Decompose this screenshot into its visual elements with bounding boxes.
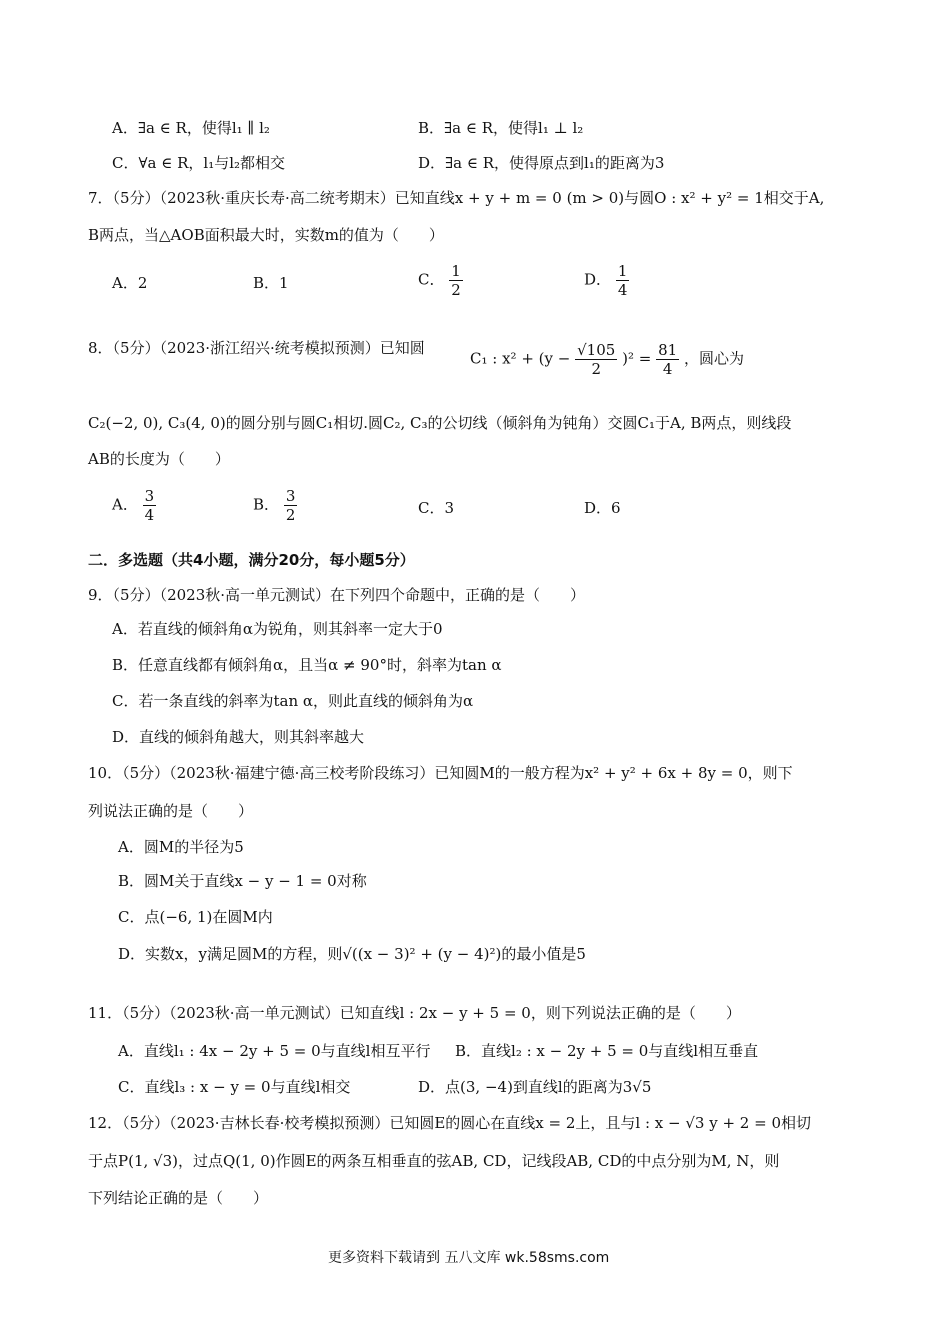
q7-d-numerator: 1 [617,262,628,280]
q8-a-numerator: 3 [144,487,155,505]
q8-stem-line2: C₂(−2, 0), C₃(4, 0)的圆分别与圆C₁相切.圆C₂, C₃的公切线（倾斜角为钝角）交圆C₁于A, B两点，则线段 [88,414,792,432]
q8-equation-mid: )² = [622,349,652,368]
q9-option-b: B．任意直线都有倾斜角α，且当α ≠ 90°时，斜率为tan α [112,656,502,674]
q8-option-c: C．3 [418,499,455,517]
q10-stem-line1: 10．（5分）（2023秋·福建宁德·高三校考阶段练习）已知圆M的一般方程为x² + y² + 6x + 8y = 0，则下 [88,764,793,782]
q7-option-d [584,262,629,299]
q7-c-numerator: 1 [451,262,461,280]
q8-b-denominator: 2 [285,506,296,524]
q10-option-d: D．实数x，y满足圆M的方程，则√((x − 3)² + (y − 4)²)的最小值是5 [118,945,586,963]
q9-option-d: D．直线的倾斜角越大，则其斜率越大 [112,728,365,746]
q6-option-a: A．∃a ∈ R，使得l₁ ∥ l₂ [112,119,270,137]
q7-option-c-fraction [449,262,463,299]
q8-equation-start: C₁ : x² + (y − [470,349,571,368]
q6-option-d: D．∃a ∈ R，使得原点到l₁的距离为3 [418,154,665,172]
q8-b-numerator: 3 [285,487,296,505]
q8-option-a-fraction [143,487,157,524]
q8-option-a [112,487,156,524]
q11-option-c: C．直线l₃ : x − y = 0与直线l相交 [118,1078,351,1096]
q7-stem-line2: B两点，当△AOB面积最大时，实数m的值为（ ） [88,226,444,244]
q12-stem-line2: 于点P(1, √3)，过点Q(1, 0)作圆E的两条互相垂直的弦AB, CD，记线段AB, CD的中点分别为M, N，则 [88,1152,780,1170]
q8-option-b-label: B． [253,495,280,514]
q8-rhs-numerator: 81 [658,341,678,359]
q10-option-c: C．点(−6, 1)在圆M内 [118,908,273,926]
q7-option-c [418,262,463,299]
q9-option-c: C．若一条直线的斜率为tan α，则此直线的倾斜角为α [112,692,474,710]
q8-stem-line1 [88,338,425,358]
q8-stem-suffix: ，圆心为 [683,349,744,368]
q12-stem-line1: 12．（5分）（2023·吉林长春·校考模拟预测）已知圆E的圆心在直线x = 2上，且与l : x − √3 y + 2 = 0相切 [88,1114,811,1132]
q7-d-denominator: 4 [617,281,628,299]
q8-equation-rhs-fraction [656,341,679,378]
q9-stem: 9．（5分）（2023秋·高一单元测试）在下列四个命题中，正确的是（ ） [88,586,586,604]
q7-option-d-fraction [616,262,630,299]
q8-stem-line3: AB的长度为（ ） [88,450,230,468]
q8-option-b-fraction [284,487,298,524]
q8-a-denominator: 4 [144,506,155,524]
q10-option-a: A．圆M的半径为5 [118,838,244,856]
q6-option-c: C．∀a ∈ R，l₁与l₂都相交 [112,154,286,172]
q6-option-b: B．∃a ∈ R，使得l₁ ⊥ l₂ [418,119,584,137]
q11-option-b: B．直线l₂ : x − 2y + 5 = 0与直线l相互垂直 [455,1042,759,1060]
q8-option-b [253,487,297,524]
q12-stem-line3: 下列结论正确的是（ ） [88,1189,269,1207]
q11-option-a: A．直线l₁ : 4x − 2y + 5 = 0与直线l相互平行 [118,1042,431,1060]
q10-option-b: B．圆M关于直线x − y − 1 = 0对称 [118,872,367,890]
q8-option-d: D．6 [584,499,621,517]
q7-option-b: B．1 [253,274,289,292]
q7-option-d-label: D． [584,270,612,289]
q8-equation-sqrt-fraction [575,341,617,378]
footer-download-link[interactable]: 更多资料下载请到 五八文库 wk.58sms.com [328,1250,610,1266]
q7-stem-line1: 7．（5分）（2023秋·重庆长寿·高二统考期末）已知直线x + y + m = 0 (m > 0)与圆O : x² + y² = 1相交于A, [88,189,825,207]
q8-sqrt-numerator: √105 [577,341,616,359]
q8-option-a-label: A． [112,495,138,514]
section-multiple-choice-heading: 二．多选题（共4小题，满分20分，每小题5分） [88,551,415,569]
q7-option-c-label: C． [418,270,445,289]
q7-option-a: A．2 [112,274,148,292]
q8-rhs-denominator: 4 [662,360,673,378]
q8-circle-equation [470,341,744,378]
q8-sqrt-denominator: 2 [591,360,601,378]
q7-c-denominator: 2 [451,281,461,299]
q8-stem-prefix: 8．（5分）（2023·浙江绍兴·统考模拟预测）已知圆 [88,339,425,357]
q11-option-d: D．点(3, −4)到直线l的距离为3√5 [418,1078,652,1096]
q10-stem-line2: 列说法正确的是（ ） [88,802,254,820]
q11-stem: 11．（5分）（2023秋·高一单元测试）已知直线l : 2x − y + 5 = 0，则下列说法正确的是（ ） [88,1004,741,1022]
q9-option-a: A．若直线的倾斜角α为锐角，则其斜率一定大于0 [112,620,443,638]
